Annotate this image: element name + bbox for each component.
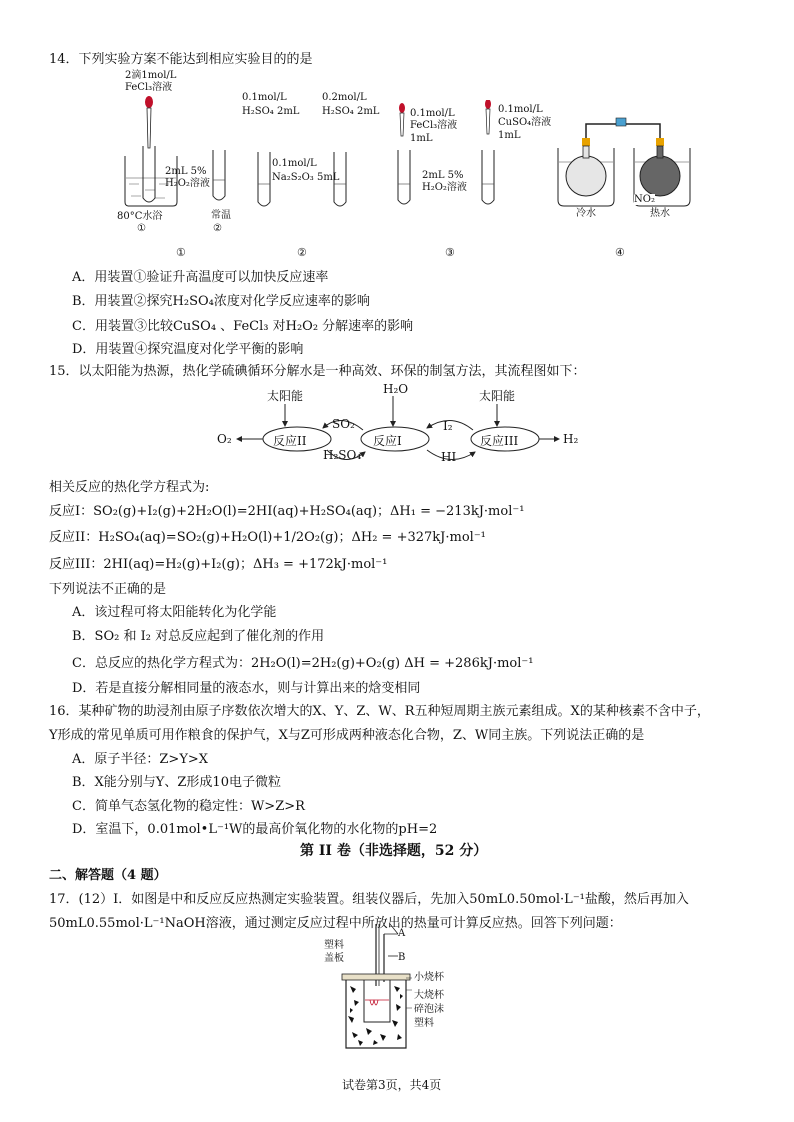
section-title: 二、解答题（4 题） — [49, 868, 167, 883]
q15-eq3: 反应III：2HI(aq)=H₂(g)+I₂(g)；ΔH₃ = +172kJ·mol⁻¹ — [49, 557, 388, 572]
fig1-drop-reagent: FeCl₃溶液 — [125, 82, 173, 93]
fig17-A: A — [398, 928, 406, 939]
fig3-b1: 0.1mol/L — [498, 104, 543, 115]
fig-num-2: ② — [297, 246, 307, 259]
flow-reaction-1: 反应I — [373, 434, 402, 448]
flow-i2: I₂ — [443, 419, 453, 433]
fig1-n2: ② — [213, 223, 222, 234]
flow-water: H₂O — [383, 382, 409, 396]
fig3-a1: 0.1mol/L — [410, 108, 455, 119]
q17-line-2: 50mL0.55mol·L⁻¹NaOH溶液，通过测定反应过程中所放出的热量可计算反应热。回答下列问题： — [49, 916, 622, 931]
fig2-a2: H₂SO₄ 2mL — [242, 106, 300, 117]
fig17-small-beaker: 小烧杯 — [414, 972, 444, 983]
fig3-c1: 2mL 5% — [422, 170, 464, 181]
fig1-bath: 80°C水浴 — [117, 211, 163, 222]
flow-sun-2: 太阳能 — [479, 389, 516, 403]
q14-figure-2 — [238, 90, 388, 220]
q16-stem-1: 16．某种矿物的助浸剂由原子序数依次增大的X、Y、Z、W、R五种短周期主族元素组成。X的某种核素不含中子， — [49, 704, 710, 719]
fig-num-4: ④ — [615, 246, 625, 259]
flow-sun-1: 太阳能 — [267, 389, 304, 403]
fig2-a1: 0.1mol/L — [242, 92, 287, 103]
fig2-c2: Na₂S₂O₃ 5mL — [272, 172, 340, 183]
fig17-foam: 碎泡沫 — [414, 1004, 444, 1015]
q14-figure-3 — [392, 100, 562, 220]
flow-o2: O₂ — [217, 432, 232, 446]
fig2-c1: 0.1mol/L — [272, 158, 317, 169]
fig4-hot: 热水 — [650, 208, 670, 219]
fig1-tube-label1: 2mL 5% — [165, 166, 207, 177]
fig4-apparatus — [550, 108, 700, 223]
q14-option-c: C．用装置③比较CuSO₄ 、FeCl₃ 对H₂O₂ 分解速率的影响 — [72, 319, 414, 334]
q14-stem: 14．下列实验方案不能达到相应实验目的的是 — [49, 52, 313, 67]
q15-eq1: 反应I：SO₂(g)+I₂(g)+2H₂O(l)=2HI(aq)+H₂SO₄(aq)；ΔH₁ = −213kJ·mol⁻¹ — [49, 504, 525, 519]
q15-flowchart — [215, 382, 585, 472]
q14-figure-4 — [550, 108, 700, 223]
fig3-b2: CuSO₄溶液 — [498, 117, 552, 128]
q15-option-a: A．该过程可将太阳能转化为化学能 — [72, 605, 277, 620]
q15-ask: 下列说法不正确的是 — [49, 582, 167, 597]
q16-option-c: C．简单气态氢化物的稳定性：W>Z>R — [72, 799, 305, 814]
fig4-gas: NO₂ — [634, 194, 655, 205]
fig1-room: 常温 — [211, 210, 231, 221]
q15-intro: 相关反应的热化学方程式为: — [49, 480, 210, 495]
fig-num-3: ③ — [445, 246, 455, 259]
fig17-cover-1: 塑料 — [324, 940, 344, 951]
fig17-B: B — [398, 952, 406, 963]
q17-line-1: 17．(12）I．如图是中和反应反应热测定实验装置。组装仪器后，先加入50mL0.50mol·L⁻¹盐酸，然后再加入 — [49, 892, 689, 907]
flow-hi: HI — [441, 450, 457, 464]
q14-figure-1 — [115, 68, 250, 238]
q16-option-a: A．原子半径：Z>Y>X — [72, 752, 209, 767]
fig2-tubes — [238, 90, 388, 220]
q14-option-b: B．用装置②探究H₂SO₄浓度对化学反应速率的影响 — [72, 294, 370, 309]
q16-stem-2: Y形成的常见单质可用作粮食的保护气，X与Z可形成两种液态化合物，Z、W同主族。下列说法正确的是 — [49, 728, 645, 743]
flow-reaction-3: 反应III — [480, 434, 519, 448]
q15-option-c: C．总反应的热化学方程式为：2H₂O(l)=2H₂(g)+O₂(g) ΔH = +286kJ·mol⁻¹ — [72, 656, 534, 671]
fig17-big-beaker: 大烧杯 — [414, 990, 444, 1001]
q17-figure — [324, 920, 470, 1060]
fig3-a3: 1mL — [410, 133, 433, 144]
q14-option-a: A．用装置①验证升高温度可以加快反应速率 — [72, 270, 329, 285]
fig3-c2: H₂O₂溶液 — [422, 182, 467, 193]
flow-h2: H₂ — [563, 432, 579, 446]
q16-option-d: D．室温下，0.01mol•L⁻¹W的最高价氧化物的水化物的pH=2 — [72, 822, 438, 837]
part-2-title: 第 II 卷（非选择题，52 分） — [300, 843, 488, 859]
flow-so2: SO₂ — [332, 417, 355, 431]
fig-num-1: ① — [176, 246, 186, 259]
fig2-b1: 0.2mol/L — [322, 92, 367, 103]
q14-option-d: D．用装置④探究温度对化学平衡的影响 — [72, 342, 304, 357]
fig3-b3: 1mL — [498, 130, 521, 141]
fig4-cold: 冷水 — [576, 208, 596, 219]
q15-eq2: 反应II：H₂SO₄(aq)=SO₂(g)+H₂O(l)+1/2O₂(g)；ΔH₂ = +327kJ·mol⁻¹ — [49, 530, 486, 545]
fig1-drop-conc: 2滴1mol/L — [125, 70, 177, 81]
fig1-tube-label2: H₂O₂溶液 — [165, 178, 210, 189]
fig3-a2: FeCl₃溶液 — [410, 120, 458, 131]
fig2-b2: H₂SO₄ 2mL — [322, 106, 380, 117]
q15-option-d: D．若是直接分解相同量的液态水，则与计算出来的焓变相同 — [72, 681, 421, 696]
page-footer: 试卷第3页，共4页 — [342, 1078, 442, 1092]
flow-h2so4: H₂SO₄ — [323, 448, 362, 462]
fig17-cover-2: 盖板 — [324, 953, 344, 964]
fig17-plastic: 塑料 — [414, 1018, 434, 1029]
q15-stem: 15．以太阳能为热源，热化学硫碘循环分解水是一种高效、环保的制氢方法，其流程图如下： — [49, 364, 586, 379]
q15-option-b: B．SO₂ 和 I₂ 对总反应起到了催化剂的作用 — [72, 629, 325, 644]
fig1-n1: ① — [137, 223, 146, 234]
calorimeter — [330, 920, 470, 1060]
q16-option-b: B．X能分别与Y、Z形成10电子微粒 — [72, 775, 281, 790]
flow-reaction-2: 反应II — [273, 434, 307, 448]
